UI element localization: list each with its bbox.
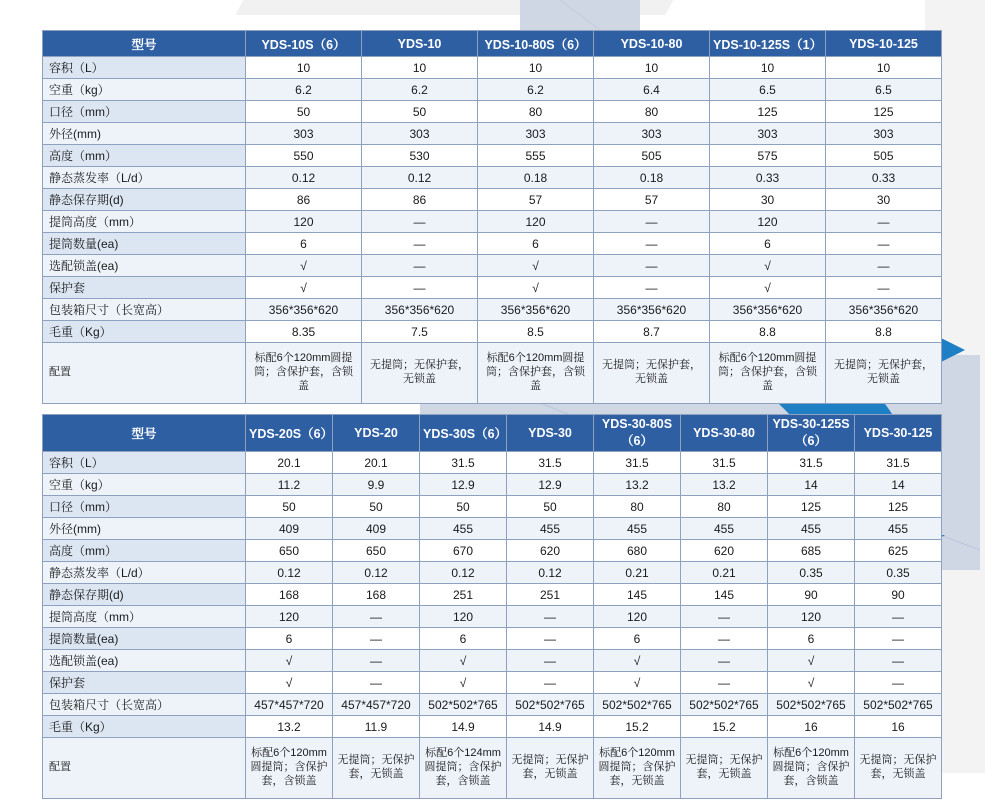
table-cell: √: [768, 672, 855, 694]
table-cell: 409: [246, 518, 333, 540]
table-cell: 90: [855, 584, 942, 606]
table-row: [43, 277, 942, 299]
table-cell: —: [362, 255, 478, 277]
table-cell: 50: [420, 496, 507, 518]
table-cell: 无提筒；无保护套，无锁盖: [594, 343, 710, 404]
table-cell: 无提筒；无保护套，无锁盖: [507, 738, 594, 799]
table-cell: 356*356*620: [246, 299, 362, 321]
table-cell: 680: [594, 540, 681, 562]
table-cell: 标配6个120mm圆提筒；含保护套，含锁盖: [246, 343, 362, 404]
table-cell: 356*356*620: [710, 299, 826, 321]
table-cell: 14.9: [420, 716, 507, 738]
table-cell: 31.5: [507, 452, 594, 474]
table-cell: 303: [362, 123, 478, 145]
table-row: [43, 211, 942, 233]
table-cell: —: [594, 233, 710, 255]
header-cell-model-3: YDS-30S（6）: [420, 415, 507, 452]
table-cell: 0.21: [594, 562, 681, 584]
table-cell: 31.5: [420, 452, 507, 474]
table-cell: 标配6个120mm圆提筒；含保护套，含锁盖: [710, 343, 826, 404]
table-row: [43, 79, 942, 101]
table-cell: 120: [710, 211, 826, 233]
row-label: 选配锁盖(ea): [43, 650, 246, 672]
table-cell: 0.12: [420, 562, 507, 584]
table-cell: 31.5: [681, 452, 768, 474]
table-cell: 6: [594, 628, 681, 650]
table-cell: 505: [826, 145, 942, 167]
row-label: 外径(mm): [43, 123, 246, 145]
table-cell: 标配6个120mm圆提筒；含保护套，含锁盖: [478, 343, 594, 404]
row-label: 选配锁盖(ea): [43, 255, 246, 277]
table-cell: 145: [681, 584, 768, 606]
table-cell: 120: [420, 606, 507, 628]
table-cell: 0.12: [246, 167, 362, 189]
table-cell: —: [826, 277, 942, 299]
table-cell: 555: [478, 145, 594, 167]
table-cell: 125: [855, 496, 942, 518]
table-cell: 30: [826, 189, 942, 211]
table-cell: 86: [246, 189, 362, 211]
table-cell: 650: [246, 540, 333, 562]
header-cell-model: 型号: [43, 415, 246, 452]
table-cell: 251: [507, 584, 594, 606]
row-label: 毛重（Kg）: [43, 716, 246, 738]
table-cell: √: [420, 650, 507, 672]
table-cell: —: [681, 672, 768, 694]
header-cell-model-4: YDS-30: [507, 415, 594, 452]
table-cell: 505: [594, 145, 710, 167]
table-cell: 6.5: [710, 79, 826, 101]
table-cell: 8.7: [594, 321, 710, 343]
table-cell: 0.12: [246, 562, 333, 584]
table-cell: 0.12: [362, 167, 478, 189]
table-cell: 575: [710, 145, 826, 167]
table-cell: 502*502*765: [768, 694, 855, 716]
table-cell: —: [507, 650, 594, 672]
row-label: 包装箱尺寸（长宽高）: [43, 694, 246, 716]
table-cell: 455: [855, 518, 942, 540]
table-cell: 0.12: [333, 562, 420, 584]
table-cell: 120: [246, 606, 333, 628]
table-cell: 80: [594, 101, 710, 123]
table-cell: —: [594, 211, 710, 233]
table-cell: 无提筒；无保护套，无锁盖: [362, 343, 478, 404]
table-row: [43, 562, 942, 584]
table-cell: 6.2: [478, 79, 594, 101]
table-row: [43, 738, 942, 799]
table-cell: 502*502*765: [681, 694, 768, 716]
table-cell: 625: [855, 540, 942, 562]
table-row: [43, 474, 942, 496]
table-cell: 120: [768, 606, 855, 628]
table-cell: √: [768, 650, 855, 672]
table-cell: 标配6个124mm圆提筒；含保护套，含锁盖: [420, 738, 507, 799]
table-cell: 455: [768, 518, 855, 540]
header-cell-model-6: YDS-30-80: [681, 415, 768, 452]
table-cell: 125: [826, 101, 942, 123]
table-row: [43, 343, 942, 404]
table-cell: 168: [333, 584, 420, 606]
table-row: [43, 299, 942, 321]
table-cell: 502*502*765: [594, 694, 681, 716]
row-label: 静态蒸发率（L/d）: [43, 167, 246, 189]
table-cell: 无提筒；无保护套，无锁盖: [333, 738, 420, 799]
table-cell: —: [594, 255, 710, 277]
table-cell: 303: [710, 123, 826, 145]
table-row: [43, 255, 942, 277]
table-cell: 14.9: [507, 716, 594, 738]
table-cell: 86: [362, 189, 478, 211]
table-cell: 0.35: [855, 562, 942, 584]
table-cell: —: [362, 277, 478, 299]
row-label: 高度（mm）: [43, 145, 246, 167]
table-row: [43, 628, 942, 650]
table-cell: 10: [710, 57, 826, 79]
row-label: 配置: [43, 343, 246, 404]
table-row: [43, 672, 942, 694]
table-row: [43, 123, 942, 145]
table-cell: 90: [768, 584, 855, 606]
header-cell-model-2: YDS-20: [333, 415, 420, 452]
table-cell: 6: [478, 233, 594, 255]
table-cell: √: [478, 255, 594, 277]
table-cell: 50: [246, 101, 362, 123]
table-row: [43, 145, 942, 167]
table-cell: 10: [594, 57, 710, 79]
row-label: 空重（kg）: [43, 474, 246, 496]
row-label: 保护套: [43, 672, 246, 694]
table-cell: 11.2: [246, 474, 333, 496]
table-cell: —: [507, 606, 594, 628]
table-cell: 457*457*720: [333, 694, 420, 716]
table-cell: 650: [333, 540, 420, 562]
table-cell: 31.5: [768, 452, 855, 474]
spec-table-yds-20-30-body: [43, 415, 942, 799]
table-cell: —: [333, 672, 420, 694]
row-label: 保护套: [43, 277, 246, 299]
header-cell-model-1: YDS-10S（6）: [246, 31, 362, 57]
table-cell: —: [507, 672, 594, 694]
table-cell: 标配6个120mm圆提筒；含保护套，含锁盖: [246, 738, 333, 799]
row-label: 静态保存期(d): [43, 584, 246, 606]
table-cell: —: [855, 628, 942, 650]
table-cell: 6.2: [362, 79, 478, 101]
table-cell: √: [710, 277, 826, 299]
table-cell: √: [420, 672, 507, 694]
table-row: [43, 101, 942, 123]
row-label: 容积（L）: [43, 452, 246, 474]
table-cell: 6: [768, 628, 855, 650]
table-row: [43, 57, 942, 79]
table-cell: —: [507, 628, 594, 650]
table-cell: 标配6个120mm圆提筒；含保护套，含锁盖: [768, 738, 855, 799]
spec-table-yds-10: [42, 30, 942, 404]
table-cell: 12.9: [420, 474, 507, 496]
table-cell: 356*356*620: [362, 299, 478, 321]
table-cell: 10: [362, 57, 478, 79]
table-cell: 409: [333, 518, 420, 540]
table-cell: 620: [507, 540, 594, 562]
table-cell: 251: [420, 584, 507, 606]
table-cell: 356*356*620: [826, 299, 942, 321]
table-row: [43, 452, 942, 474]
table-cell: 457*457*720: [246, 694, 333, 716]
header-cell-model-1: YDS-20S（6）: [246, 415, 333, 452]
table-cell: 标配6个120mm圆提筒；含保护套，无锁盖: [594, 738, 681, 799]
table-cell: 80: [681, 496, 768, 518]
table-cell: 10: [246, 57, 362, 79]
header-cell-model-3: YDS-10-80S（6）: [478, 31, 594, 57]
table-cell: √: [710, 255, 826, 277]
table-cell: 31.5: [594, 452, 681, 474]
table-cell: 455: [507, 518, 594, 540]
table-cell: 550: [246, 145, 362, 167]
table-cell: 502*502*765: [420, 694, 507, 716]
table-cell: —: [826, 255, 942, 277]
table-cell: √: [246, 672, 333, 694]
table-cell: 50: [507, 496, 594, 518]
table-cell: √: [594, 672, 681, 694]
table-cell: 50: [333, 496, 420, 518]
row-label: 容积（L）: [43, 57, 246, 79]
table-row: [43, 716, 942, 738]
table-row: [43, 650, 942, 672]
row-label: 静态蒸发率（L/d）: [43, 562, 246, 584]
table-cell: 670: [420, 540, 507, 562]
table-cell: 502*502*765: [855, 694, 942, 716]
table-cell: 31.5: [855, 452, 942, 474]
table-cell: 6.5: [826, 79, 942, 101]
header-cell-model-8: YDS-30-125: [855, 415, 942, 452]
table-header-row: [43, 415, 942, 452]
table-cell: 530: [362, 145, 478, 167]
table-cell: 6: [246, 233, 362, 255]
header-cell-model-7: YDS-30-125S（6）: [768, 415, 855, 452]
table-cell: 16: [855, 716, 942, 738]
table-cell: 13.2: [246, 716, 333, 738]
table-cell: 120: [594, 606, 681, 628]
table-row: [43, 518, 942, 540]
table-cell: 80: [478, 101, 594, 123]
table-cell: 0.12: [507, 562, 594, 584]
table-cell: 6.2: [246, 79, 362, 101]
table-cell: 20.1: [333, 452, 420, 474]
table-cell: 14: [768, 474, 855, 496]
table-row: [43, 694, 942, 716]
table-cell: 14: [855, 474, 942, 496]
table-row: [43, 606, 942, 628]
row-label: 外径(mm): [43, 518, 246, 540]
table-cell: 0.21: [681, 562, 768, 584]
table-row: [43, 167, 942, 189]
table-cell: —: [333, 650, 420, 672]
table-cell: √: [594, 650, 681, 672]
table-cell: 20.1: [246, 452, 333, 474]
table-cell: 455: [594, 518, 681, 540]
table-cell: 13.2: [594, 474, 681, 496]
header-cell-model-6: YDS-10-125: [826, 31, 942, 57]
table-cell: 303: [246, 123, 362, 145]
table-cell: 455: [681, 518, 768, 540]
table-cell: 620: [681, 540, 768, 562]
table-cell: 8.5: [478, 321, 594, 343]
table-cell: 50: [362, 101, 478, 123]
table-cell: —: [826, 233, 942, 255]
table-cell: —: [681, 650, 768, 672]
table-cell: 6: [710, 233, 826, 255]
row-label: 包装箱尺寸（长宽高）: [43, 299, 246, 321]
header-cell-model-4: YDS-10-80: [594, 31, 710, 57]
table-cell: 502*502*765: [507, 694, 594, 716]
table-cell: 8.8: [826, 321, 942, 343]
table-cell: —: [681, 628, 768, 650]
table-header-row: [43, 31, 942, 57]
table-cell: 无提筒；无保护套，无锁盖: [681, 738, 768, 799]
table-cell: 145: [594, 584, 681, 606]
row-label: 高度（mm）: [43, 540, 246, 562]
table-row: [43, 233, 942, 255]
table-cell: —: [855, 672, 942, 694]
table-cell: 303: [478, 123, 594, 145]
row-label: 提筒高度（mm）: [43, 211, 246, 233]
table-cell: 125: [768, 496, 855, 518]
table-cell: 7.5: [362, 321, 478, 343]
table-cell: 356*356*620: [594, 299, 710, 321]
table-cell: 12.9: [507, 474, 594, 496]
table-cell: 168: [246, 584, 333, 606]
spec-table-yds-10-body: [43, 31, 942, 404]
table-cell: 8.35: [246, 321, 362, 343]
table-cell: 303: [594, 123, 710, 145]
table-cell: —: [681, 606, 768, 628]
table-cell: 15.2: [681, 716, 768, 738]
table-cell: 13.2: [681, 474, 768, 496]
header-cell-model: 型号: [43, 31, 246, 57]
table-cell: 9.9: [333, 474, 420, 496]
table-cell: 10: [826, 57, 942, 79]
table-cell: —: [362, 233, 478, 255]
header-cell-model-5: YDS-10-125S（1）: [710, 31, 826, 57]
table-cell: —: [333, 628, 420, 650]
table-cell: 0.18: [478, 167, 594, 189]
table-cell: √: [478, 277, 594, 299]
table-cell: 16: [768, 716, 855, 738]
table-row: [43, 540, 942, 562]
table-cell: 15.2: [594, 716, 681, 738]
row-label: 空重（kg）: [43, 79, 246, 101]
header-cell-model-5: YDS-30-80S（6）: [594, 415, 681, 452]
table-cell: 57: [478, 189, 594, 211]
table-cell: 80: [594, 496, 681, 518]
row-label: 静态保存期(d): [43, 189, 246, 211]
table-cell: 685: [768, 540, 855, 562]
table-cell: 356*356*620: [478, 299, 594, 321]
table-cell: 10: [478, 57, 594, 79]
table-cell: 0.18: [594, 167, 710, 189]
table-cell: 303: [826, 123, 942, 145]
table-cell: 0.35: [768, 562, 855, 584]
row-label: 口径（mm）: [43, 101, 246, 123]
table-row: [43, 321, 942, 343]
table-cell: 455: [420, 518, 507, 540]
row-label: 配置: [43, 738, 246, 799]
table-cell: 57: [594, 189, 710, 211]
spec-table-yds-20-30: [42, 414, 942, 799]
header-cell-model-2: YDS-10: [362, 31, 478, 57]
table-cell: 120: [478, 211, 594, 233]
table-cell: √: [246, 650, 333, 672]
table-cell: —: [333, 606, 420, 628]
table-cell: —: [362, 211, 478, 233]
table-row: [43, 496, 942, 518]
table-cell: 30: [710, 189, 826, 211]
table-cell: 50: [246, 496, 333, 518]
table-cell: —: [855, 650, 942, 672]
table-row: [43, 584, 942, 606]
row-label: 毛重（Kg）: [43, 321, 246, 343]
table-row: [43, 189, 942, 211]
row-label: 口径（mm）: [43, 496, 246, 518]
table-cell: 11.9: [333, 716, 420, 738]
table-cell: 125: [710, 101, 826, 123]
table-cell: 6.4: [594, 79, 710, 101]
table-cell: 无提筒；无保护套，无锁盖: [826, 343, 942, 404]
row-label: 提筒数量(ea): [43, 628, 246, 650]
table-cell: —: [855, 606, 942, 628]
row-label: 提筒高度（mm）: [43, 606, 246, 628]
table-cell: 120: [246, 211, 362, 233]
table-cell: 6: [246, 628, 333, 650]
table-cell: —: [826, 211, 942, 233]
table-cell: √: [246, 277, 362, 299]
table-cell: √: [246, 255, 362, 277]
table-cell: —: [594, 277, 710, 299]
table-cell: 6: [420, 628, 507, 650]
table-cell: 无提筒；无保护套，无锁盖: [855, 738, 942, 799]
table-cell: 8.8: [710, 321, 826, 343]
row-label: 提筒数量(ea): [43, 233, 246, 255]
table-cell: 0.33: [826, 167, 942, 189]
table-cell: 0.33: [710, 167, 826, 189]
